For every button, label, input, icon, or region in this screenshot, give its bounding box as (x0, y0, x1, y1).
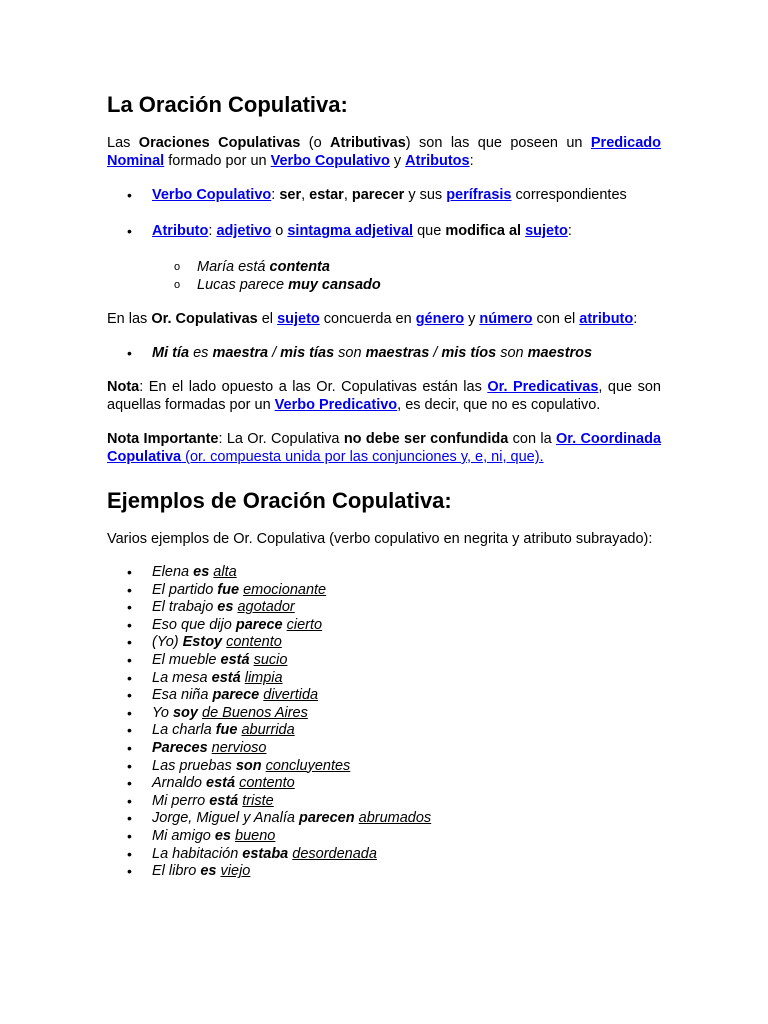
example-bold: maestras (365, 345, 430, 361)
item-text: , (343, 187, 352, 203)
example-verb: está (220, 651, 250, 668)
example-subject: La mesa (152, 669, 212, 686)
example-text: son (334, 345, 366, 361)
example-subject: El trabajo (152, 599, 218, 616)
item-text: o (271, 223, 288, 239)
example-verb: soy (172, 704, 198, 721)
example-text: / (268, 345, 281, 361)
example-attribute: agotador (237, 599, 295, 616)
example-item (107, 775, 661, 793)
examples-list (107, 564, 661, 881)
example-attribute: bueno (235, 827, 276, 844)
sub-example-list (107, 258, 661, 294)
example-verb: es (214, 827, 231, 844)
example-verb: parece (235, 616, 283, 633)
link-atributos[interactable]: Atributos (405, 153, 470, 169)
item-bold: modifica al (445, 223, 522, 239)
example-subject: La charla (152, 722, 216, 739)
example-verb: son (235, 757, 262, 774)
example-attribute: limpia (244, 669, 283, 686)
intro-bold-oraciones: Oraciones Copulativas (138, 135, 301, 151)
example-attribute: concluyentes (265, 757, 351, 774)
intro-text: : (469, 153, 474, 169)
concord-text: concuerda en (319, 311, 416, 327)
concord-text: y (464, 311, 480, 327)
example-bold: maestra (212, 345, 269, 361)
nota-label: Nota (107, 379, 140, 395)
item-text: : (271, 187, 280, 203)
example-verb: es (200, 863, 217, 880)
concord-text: el (257, 311, 278, 327)
example-subject: Yo (152, 704, 173, 721)
example-verb: parece (212, 687, 260, 704)
example-attribute: sucio (253, 651, 288, 668)
example-subject: Arnaldo (152, 775, 207, 792)
example-item (107, 793, 661, 811)
example-text: es (189, 345, 213, 361)
concord-text: : (633, 311, 638, 327)
example-subject: La habitación (152, 845, 243, 862)
example-bold: Mi tía (152, 345, 190, 361)
intro-bold-atributivas: Atributivas (330, 135, 406, 151)
link-atributo[interactable]: Atributo (152, 223, 209, 239)
link-sujeto[interactable]: sujeto (525, 223, 568, 239)
example-subject: El mueble (152, 651, 221, 668)
example-item (107, 617, 661, 635)
example-verb: Estoy (182, 634, 223, 651)
example-text: María está (197, 259, 270, 275)
sub-example-item (107, 276, 661, 294)
example-item (107, 652, 661, 670)
intro-text: Las (107, 135, 139, 151)
intro-text: (o (300, 135, 331, 151)
nota-importante-label: Nota Importante (107, 431, 219, 447)
example-attribute: nervioso (211, 739, 267, 756)
link-or-coordinada-copulativa[interactable]: Or. Coordinada Copulativa (107, 431, 662, 465)
example-attribute: desordenada (292, 845, 377, 862)
concord-text: con el (532, 311, 580, 327)
link-atributo[interactable]: atributo (579, 311, 634, 327)
example-item (107, 740, 661, 758)
intro-text: y (389, 153, 406, 169)
concord-example-item (107, 344, 661, 362)
item-bold: estar (309, 187, 344, 203)
list-item-atributo (107, 222, 661, 240)
example-subject: Esa niña (152, 687, 213, 704)
nota-text: , es decir, que no es copulativo. (397, 397, 601, 413)
example-subject: Mi amigo (152, 827, 215, 844)
section-title-ejemplos: Ejemplos de Oración Copulativa: (107, 488, 452, 513)
example-verb: es (217, 599, 234, 616)
example-text: son (496, 345, 528, 361)
example-item (107, 758, 661, 776)
example-attribute: triste (242, 792, 274, 809)
example-bold: maestros (527, 345, 593, 361)
example-item (107, 846, 661, 864)
example-item (107, 722, 661, 740)
concord-text: En las (107, 311, 152, 327)
intro-text: ) son las que poseen un (405, 135, 591, 151)
item-text: que (413, 223, 446, 239)
example-item (107, 564, 661, 582)
nota-bold: no debe ser confundida (343, 431, 509, 447)
nota-paragraph (107, 378, 661, 414)
example-subject: (Yo) (152, 634, 183, 651)
example-verb: parecen (298, 810, 355, 827)
intro-paragraph (107, 134, 661, 170)
link-or-compuesta[interactable]: (or. compuesta unida por las conjunciones y, e, ni, que). (181, 449, 544, 465)
example-attribute: contento (239, 775, 295, 792)
link-sujeto[interactable]: sujeto (277, 311, 320, 327)
list-item-verbo (107, 186, 661, 204)
link-sintagma-adjetival[interactable]: sintagma adjetival (287, 223, 414, 239)
example-item (107, 828, 661, 846)
example-verb: está (206, 775, 236, 792)
example-subject: El partido (152, 581, 218, 598)
intro-text: formado por un (164, 153, 271, 169)
example-attribute: viejo (220, 863, 251, 880)
item-text: correspondientes (511, 187, 627, 203)
example-attribute: cierto (286, 616, 323, 633)
example-bold: mis tías (280, 345, 335, 361)
concord-paragraph (107, 310, 661, 328)
nota-text: , que son aquellas formadas por un (107, 379, 661, 413)
example-verb: está (209, 792, 239, 809)
example-attribute: divertida (263, 687, 319, 704)
example-item (107, 705, 661, 723)
example-subject: Elena (152, 564, 194, 580)
example-attribute: de Buenos Aires (202, 704, 308, 721)
example-bold: mis tíos (441, 345, 497, 361)
concord-bold: Or. Copulativas (151, 311, 258, 327)
example-bold: contenta (269, 259, 330, 275)
example-item (107, 687, 661, 705)
nota-text: con la (508, 431, 556, 447)
example-attribute: aburrida (241, 722, 295, 739)
page-title: La Oración Copulativa: (107, 92, 348, 117)
item-text: : (208, 223, 217, 239)
example-attribute: emocionante (243, 581, 327, 598)
nota-text: : La Or. Copulativa (218, 431, 344, 447)
example-text: Lucas parece (197, 277, 289, 293)
nota-text: : En el lado opuesto a las Or. Copulativas están las (139, 379, 488, 395)
example-text: / (429, 345, 442, 361)
link-or-predicativas[interactable]: Or. Predicativas (487, 379, 599, 395)
example-subject: Mi perro (152, 792, 210, 809)
link-verbo-predicativo[interactable]: Verbo Predicativo (274, 397, 398, 413)
example-verb: estaba (242, 845, 289, 862)
item-text: : (567, 223, 572, 239)
link-verbo-copulativo[interactable]: Verbo Copulativo (270, 153, 390, 169)
examples-intro: Varios ejemplos de Or. Copulativa (verbo copulativo en negrita y atributo subrayado): (107, 531, 653, 547)
example-verb: Pareces (152, 739, 208, 756)
example-attribute: abrumados (358, 810, 432, 827)
example-verb: es (193, 564, 210, 580)
example-item (107, 582, 661, 600)
document-body (107, 92, 661, 897)
example-verb: está (211, 669, 241, 686)
example-subject: Eso que dijo (152, 616, 236, 633)
link-perifrasis[interactable]: perífrasis (446, 187, 512, 203)
sub-example-item (107, 258, 661, 276)
link-genero[interactable]: género (415, 311, 465, 327)
item-text: , (301, 187, 310, 203)
example-subject: Las pruebas (152, 757, 236, 774)
example-subject: El libro (152, 863, 201, 880)
link-numero[interactable]: número (479, 311, 533, 327)
example-item (107, 863, 661, 881)
definition-list (107, 186, 661, 240)
link-predicado-nominal[interactable]: Predicado Nominal (107, 135, 661, 169)
nota-importante-paragraph (107, 430, 661, 466)
example-item (107, 634, 661, 652)
item-text: y sus (404, 187, 447, 203)
example-item (107, 810, 661, 828)
item-bold: ser (279, 187, 302, 203)
example-item (107, 599, 661, 617)
item-bold: parecer (351, 187, 405, 203)
example-subject: Jorge, Miguel y Analía (152, 810, 299, 827)
example-verb: fue (215, 722, 238, 739)
link-verbo-copulativo[interactable]: Verbo Copulativo (152, 187, 272, 203)
example-bold: muy cansado (288, 277, 381, 293)
link-adjetivo[interactable]: adjetivo (216, 223, 272, 239)
concord-example-list (107, 344, 661, 362)
example-item (107, 670, 661, 688)
example-attribute: alta (213, 564, 237, 580)
example-verb: fue (217, 581, 240, 598)
example-attribute: contento (226, 634, 282, 651)
